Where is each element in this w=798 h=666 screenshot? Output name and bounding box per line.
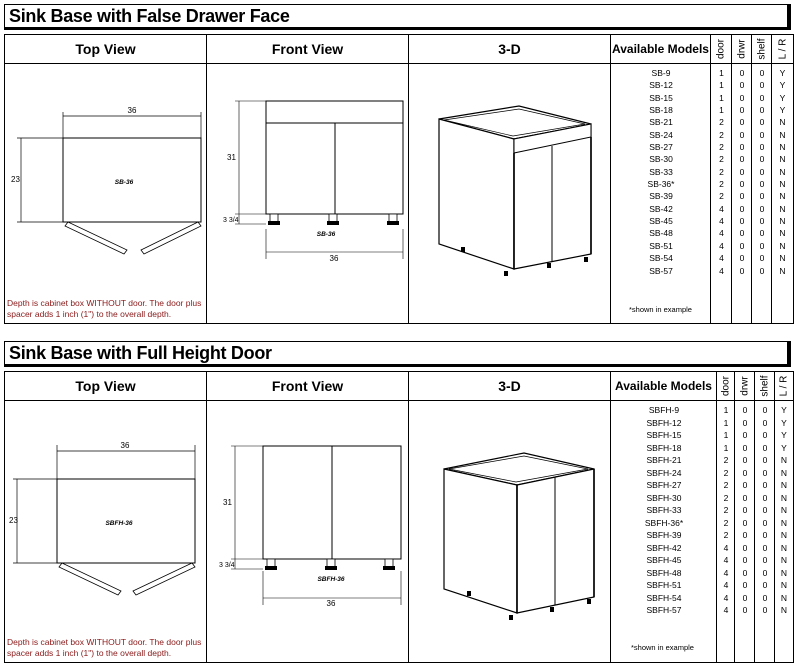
model-item: SB-48 (649, 228, 673, 239)
models-cell (611, 401, 717, 662)
depth-dimension: 23 (11, 175, 20, 184)
model-item: SB-36* (647, 179, 675, 190)
spec-table (4, 34, 794, 324)
model-item: SBFH-33 (646, 505, 682, 515)
depth-dimension: 23 (9, 516, 18, 525)
header-door: door (717, 372, 735, 401)
header-available-models: Available Models (611, 372, 717, 401)
width-dimension: 36 (120, 441, 130, 450)
top-view-cell (5, 64, 207, 323)
header-shelf: shelf (755, 372, 775, 401)
header-top-view: Top View (5, 35, 207, 64)
footnote: *shown in example (629, 305, 692, 314)
model-item: SB-42 (649, 203, 673, 214)
header-top-view: Top View (5, 372, 207, 401)
model-item: SB-12 (649, 80, 673, 91)
header-front-view: Front View (207, 35, 409, 64)
model-item: SBFH-51 (646, 580, 682, 590)
front-view-model-label: SBFH-36 (317, 576, 345, 583)
model-item: SB-57 (649, 265, 673, 276)
front-width-dimension: 36 (326, 599, 336, 608)
shelf-col: 0 0 0 0 0 0 0 0 0 0 0 0 0 0 0 0 0 (755, 401, 775, 662)
toe-kick-dimension: 3 3/4 (219, 562, 235, 569)
model-item: SBFH-18 (646, 442, 682, 453)
model-item: SB-51 (649, 240, 673, 251)
top-view-model-label: SBFH-36 (105, 520, 133, 527)
header-lr: L / R (775, 372, 793, 401)
drwr-col: 0 0 0 0 0 0 0 0 0 0 0 0 0 0 0 0 0 (735, 401, 755, 662)
section-full-height-door (4, 341, 794, 663)
model-item: SBFH-45 (646, 555, 682, 565)
height-dimension: 31 (223, 498, 232, 507)
model-item: SBFH-48 (646, 567, 682, 578)
section-false-drawer (4, 4, 794, 326)
door-col: 1 1 1 1 2 2 2 2 2 2 2 4 4 4 4 4 4 (711, 64, 732, 323)
model-item: SBFH-57 (646, 605, 682, 615)
model-item: SBFH-42 (646, 542, 682, 553)
model-item: SB-24 (649, 129, 673, 140)
top-view-drawing (5, 401, 205, 661)
height-dimension: 31 (227, 153, 236, 162)
spec-table (4, 371, 794, 663)
front-view-cell (207, 401, 409, 662)
model-item: SBFH-39 (646, 530, 682, 540)
model-item: SBFH-30 (646, 492, 682, 503)
lr-col: Y Y Y Y N N N N N N N N N N N N N (780, 405, 788, 615)
models-list (611, 404, 717, 617)
shelf-col: 0 0 0 0 0 0 0 0 0 0 0 0 0 0 0 0 0 (752, 64, 772, 323)
cabinet-3d-drawing (409, 64, 609, 322)
header-drwr: drwr (735, 372, 755, 401)
width-dimension: 36 (127, 106, 137, 115)
model-item: SB-15 (649, 92, 673, 103)
front-view-drawing (207, 401, 407, 661)
model-item: SB-30 (649, 154, 673, 165)
front-view-drawing (207, 64, 407, 322)
header-door: door (711, 35, 732, 64)
model-item: SB-54 (649, 253, 673, 264)
footnote: *shown in example (631, 643, 694, 652)
top-view-cell (5, 401, 207, 662)
model-item: SB-9 (651, 68, 671, 78)
model-item: SB-18 (649, 105, 673, 116)
model-item: SBFH-12 (646, 417, 682, 428)
model-item: SB-39 (649, 191, 673, 202)
header-3d: 3-D (409, 35, 611, 64)
lr-col: Y Y Y Y N N N N N N N N N N N N N (779, 68, 786, 276)
model-item: SBFH-27 (646, 480, 682, 490)
model-item: SB-33 (649, 166, 673, 177)
header-lr: L / R (772, 35, 793, 64)
depth-note: Depth is cabinet box WITHOUT door. The door plus spacer adds 1 inch (1") to the overall depth. (7, 298, 202, 319)
model-item: SBFH-24 (646, 467, 682, 478)
models-list (611, 67, 711, 277)
top-view-drawing (5, 64, 205, 322)
model-item: SBFH-9 (648, 405, 680, 415)
front-view-model-label: SB-36 (316, 231, 336, 238)
header-3d: 3-D (409, 372, 611, 401)
header-available-models: Available Models (611, 35, 711, 64)
header-shelf: shelf (752, 35, 772, 64)
model-item: SBFH-15 (646, 430, 682, 440)
cabinet-3d-drawing (409, 401, 609, 661)
model-item: SBFH-21 (646, 455, 682, 465)
section-title: Sink Base with False Drawer Face (4, 4, 791, 30)
model-item: SB-21 (649, 117, 673, 128)
front-width-dimension: 36 (329, 254, 339, 263)
models-cell (611, 64, 711, 323)
header-front-view: Front View (207, 372, 409, 401)
section-title: Sink Base with Full Height Door (4, 341, 791, 367)
toe-kick-dimension: 3 3/4 (223, 217, 239, 224)
front-view-cell (207, 64, 409, 323)
drwr-col: 0 0 0 0 0 0 0 0 0 0 0 0 0 0 0 0 0 (732, 64, 752, 323)
model-item: SB-27 (649, 142, 673, 153)
model-item: SBFH-36* (644, 517, 684, 528)
header-drwr: drwr (732, 35, 752, 64)
three-d-cell (409, 64, 611, 323)
model-item: SB-45 (649, 216, 673, 227)
depth-note: Depth is cabinet box WITHOUT door. The door plus spacer adds 1 inch (1") to the overall depth. (7, 637, 202, 658)
top-view-model-label: SB-36 (114, 179, 134, 186)
door-col: 1 1 1 1 2 2 2 2 2 2 2 4 4 4 4 4 4 (717, 401, 735, 662)
model-item: SBFH-54 (646, 592, 682, 603)
three-d-cell (409, 401, 611, 662)
